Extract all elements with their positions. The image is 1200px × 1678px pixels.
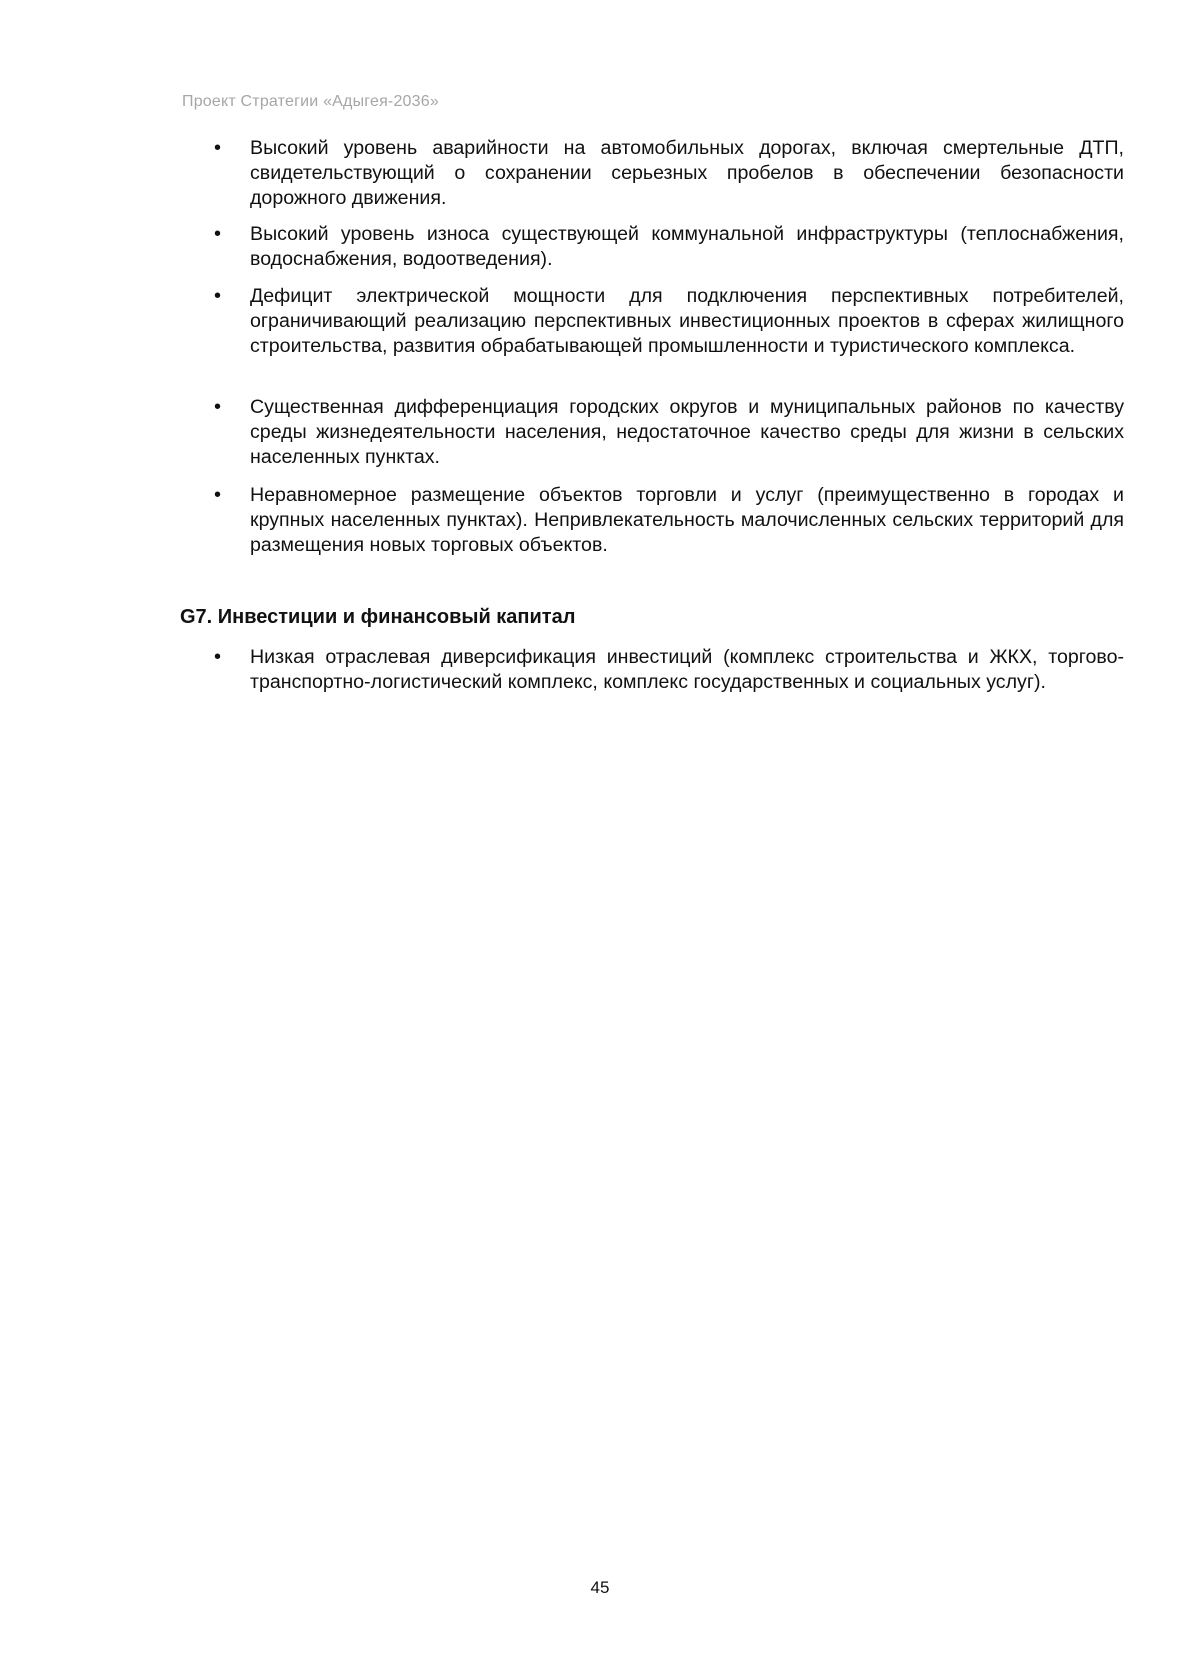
section-heading: G7. Инвестиции и финансовый капитал: [180, 606, 576, 628]
bullet-icon: •: [214, 646, 222, 668]
list-item-text: Неравномерное размещение объектов торговли и услуг (преимущественно в городах и крупных населенных пунктах). Непривлекательность малочисленных сельских территорий для размещения новых торговых объектов.: [250, 484, 1124, 556]
bullet-icon: •: [214, 285, 222, 307]
bullet-icon: •: [214, 137, 222, 159]
bullet-icon: •: [214, 484, 222, 506]
list-item-text: Высокий уровень аварийности на автомобильных дорогах, включая смертельные ДТП, свидетельствующий о сохранении серьезных пробелов в обеспечении безопасности дорожного движения.: [250, 137, 1124, 209]
list-item-text: Дефицит электрической мощности для подключения перспективных потребителей, ограничивающий реализацию перспективных инвестиционных проектов в сферах жилищного строительства, развития обрабатывающей промышленности и туристического комплекса.: [250, 285, 1124, 357]
list-item-text: Высокий уровень износа существующей коммунальной инфраструктуры (теплоснабжения, водоснабжения, водоотведения).: [250, 223, 1124, 270]
list-item-text: Низкая отраслевая диверсификация инвестиций (комплекс строительства и ЖКХ, торгово-транспортно-логистический комплекс, комплекс государственных и социальных услуг).: [250, 646, 1124, 693]
page-number: 45: [590, 1578, 610, 1597]
bullet-icon: •: [214, 396, 222, 418]
bullet-icon: •: [214, 223, 222, 245]
list-item-text: Существенная дифференциация городских округов и муниципальных районов по качеству среды жизнедеятельности населения, недостаточное качество среды для жизни в сельских населенных пунктах.: [250, 396, 1124, 468]
running-header: Проект Стратегии «Адыгея-2036»: [182, 93, 439, 110]
